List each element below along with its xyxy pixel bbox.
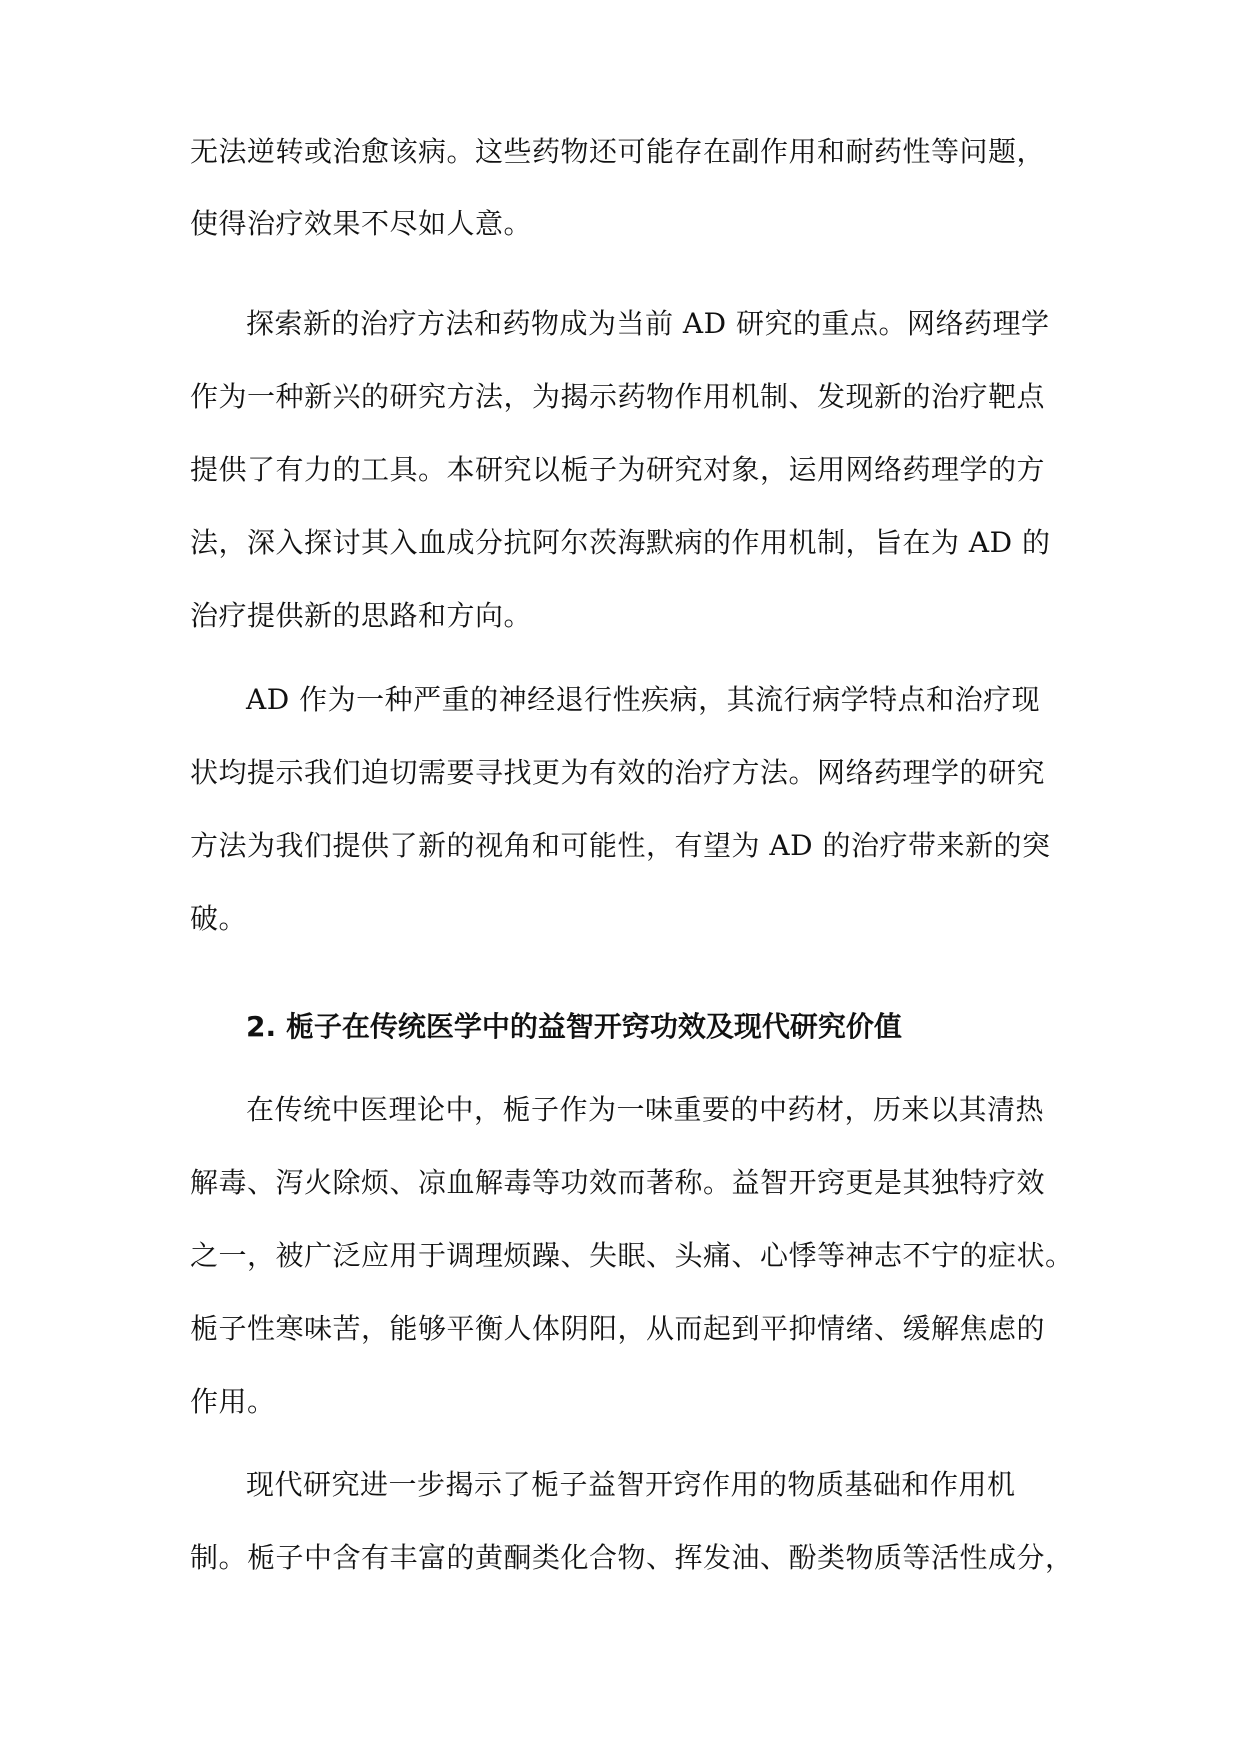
text-line: 无法逆转或治愈该病。这些药物还可能存在副作用和耐药性等问题， <box>190 135 1046 168</box>
text-line: 制。栀子中含有丰富的黄酮类化合物、挥发油、酚类物质等活性成分， <box>190 1541 1074 1574</box>
text-line: 现代研究进一步揭示了栀子益智开窍作用的物质基础和作用机 <box>246 1468 1016 1501</box>
text-line: 使得治疗效果不尽如人意。 <box>190 207 533 240</box>
text-line: 状均提示我们迫切需要寻找更为有效的治疗方法。网络药理学的研究 <box>190 756 1046 789</box>
section-heading: 2. 栀子在传统医学中的益智开窍功效及现代研究价值 <box>246 1010 902 1043</box>
text-line: 探索新的治疗方法和药物成为当前 AD 研究的重点。网络药理学 <box>246 307 1050 340</box>
text-line: 法，深入探讨其入血成分抗阿尔茨海默病的作用机制，旨在为 AD 的 <box>190 526 1051 559</box>
text-line: 提供了有力的工具。本研究以栀子为研究对象，运用网络药理学的方 <box>190 453 1046 486</box>
text-line: 方法为我们提供了新的视角和可能性，有望为 AD 的治疗带来新的突 <box>190 829 1051 862</box>
text-line: 之一，被广泛应用于调理烦躁、失眠、头痛、心悸等神志不宁的症状。 <box>190 1239 1074 1272</box>
text-line: 作用。 <box>190 1385 276 1418</box>
text-line: 破。 <box>190 902 248 935</box>
text-line: 栀子性寒味苦，能够平衡人体阴阳，从而起到平抑情绪、缓解焦虑的 <box>190 1312 1046 1345</box>
text-line: 在传统中医理论中，栀子作为一味重要的中药材，历来以其清热 <box>246 1093 1045 1126</box>
text-line: 作为一种新兴的研究方法，为揭示药物作用机制、发现新的治疗靶点 <box>190 380 1046 413</box>
text-line: 治疗提供新的思路和方向。 <box>190 599 533 632</box>
text-line: 解毒、泻火除烦、凉血解毒等功效而著称。益智开窍更是其独特疗效 <box>190 1166 1046 1199</box>
text-line: AD 作为一种严重的神经退行性疾病，其流行病学特点和治疗现 <box>246 683 1041 716</box>
